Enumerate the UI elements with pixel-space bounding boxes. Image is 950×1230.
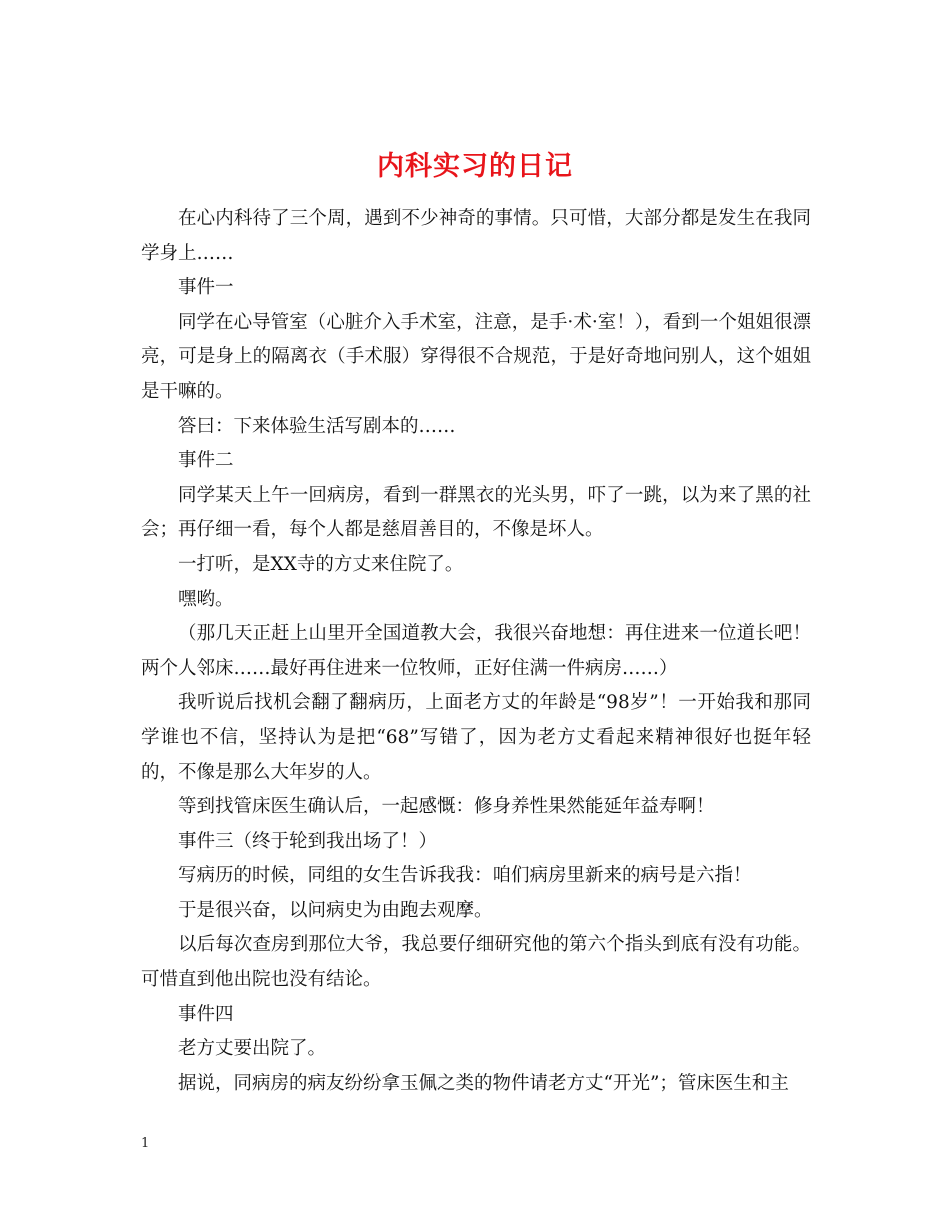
paragraph-12: 事件三（终于轮到我出场了！）: [178, 830, 438, 852]
paragraph-17: 老方丈要出院了。: [178, 1038, 327, 1060]
paragraph-13: 写病历的时候，同组的女生告诉我我：咱们病房里新来的病号是六指！: [178, 865, 752, 887]
paragraph-14: 于是很兴奋，以问病史为由跑去观摩。: [178, 899, 493, 921]
paragraph-10: 我听说后找机会翻了翻病历，上面老方丈的年龄是“98岁”！一开始我和那同学谁也不信，坚持认为是把“68”写错了，因为老方丈看起来精神很好也挺年轻的，不像是那么大年岁的人。: [141, 692, 811, 783]
paragraph-15: 以后每次查房到那位大爷，我总要仔细研究他的第六个指头到底有没有功能。可惜直到他出院也没有结论。: [141, 934, 811, 991]
paragraph-3: 同学在心导管室（心脏介入手术室，注意，是手·术·室！），看到一个姐姐很漂亮，可是身上的隔离衣（手术服）穿得很不合规范，于是好奇地问别人，这个姐姐是干嘛的。: [141, 311, 811, 402]
document-title: 内科实习的日记: [377, 151, 573, 183]
paragraph-16: 事件四: [178, 1003, 234, 1025]
paragraph-18: 据说，同病房的病友纷纷拿玉佩之类的物件请老方丈“开光”；管床医生和主: [178, 1072, 789, 1094]
page-number: 1: [141, 1136, 150, 1151]
paragraph-11: 等到找管床医生确认后，一起感慨：修身养性果然能延年益寿啊！: [178, 796, 715, 818]
paragraph-7: 一打听，是XX寺的方丈来住院了。: [178, 553, 464, 575]
paragraph-2: 事件一: [178, 277, 234, 299]
paragraph-4: 答曰：下来体验生活写剧本的……: [178, 415, 456, 437]
paragraph-6: 同学某天上午一回病房，看到一群黑衣的光头男，吓了一跳，以为来了黑的社会；再仔细一看，每个人都是慈眉善目的，不像是坏人。: [141, 484, 811, 541]
paragraph-1: 在心内科待了三个周，遇到不少神奇的事情。只可惜，大部分都是发生在我同学身上……: [141, 208, 811, 264]
document-body: [141, 202, 811, 1101]
paragraph-9: （那几天正赶上山里开全国道教大会，我很兴奋地想：再住进来一位道长吧！两个人邻床……最好再住进来一位牧师，正好住满一件病房……）: [141, 623, 811, 679]
paragraph-8: 嘿哟。: [178, 588, 234, 610]
paragraph-5: 事件二: [178, 450, 234, 472]
